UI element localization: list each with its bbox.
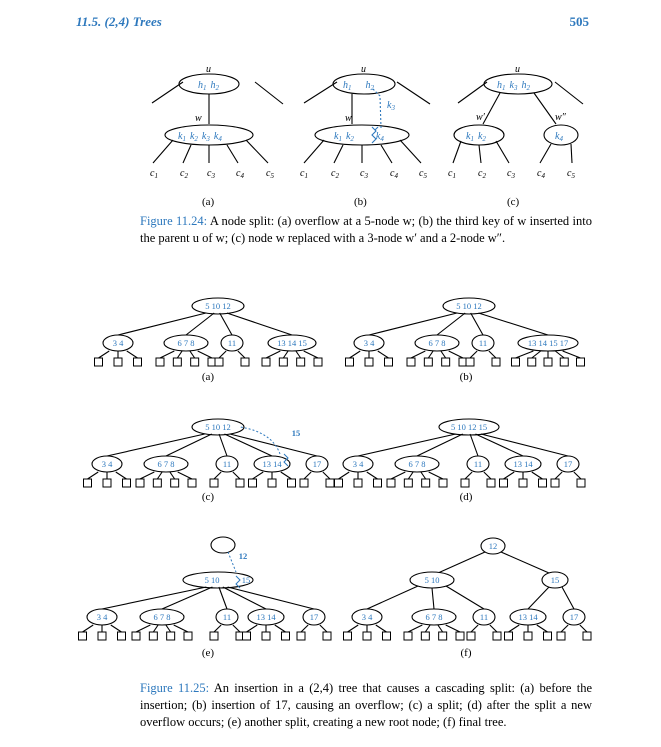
fig25-b-external xyxy=(492,358,500,366)
fig25-a-external xyxy=(114,358,122,366)
fig25-b-external xyxy=(365,358,373,366)
tree-edge xyxy=(174,625,188,632)
fig25-b-external xyxy=(577,358,585,366)
tree-edge xyxy=(88,472,99,479)
fig25-e-leaf-keys: 13 14 xyxy=(256,612,276,622)
fig25-caption xyxy=(140,680,592,731)
fig25-c-external xyxy=(326,479,334,487)
tree-edge xyxy=(178,472,192,479)
tree-edge xyxy=(283,351,288,358)
tree-edge xyxy=(408,472,413,479)
tree-edge xyxy=(470,351,477,358)
fig24-b-k3: $k_3$ xyxy=(387,100,395,112)
fig25-c-external xyxy=(136,479,144,487)
fig25-d-external xyxy=(335,479,343,487)
tree-edge xyxy=(339,472,350,479)
fig25-label-f: (f) xyxy=(460,647,472,659)
tree-edge xyxy=(446,625,460,632)
fig24-c-w1: w′ xyxy=(476,112,485,123)
tree-edge xyxy=(118,313,206,335)
fig24-a-w: w xyxy=(195,113,202,124)
fig25-e-external xyxy=(243,632,251,640)
tree-edge xyxy=(140,472,154,479)
figure-11-25 xyxy=(0,285,661,675)
tree-edge xyxy=(425,625,430,632)
fig24-a-h1: $h_1$ $h_2$ xyxy=(198,80,219,92)
fig25-b-external xyxy=(346,358,354,366)
fig25-e-external xyxy=(98,632,106,640)
tree-edge xyxy=(438,552,485,573)
tree-edge xyxy=(478,313,548,335)
fig24-label-a: (a) xyxy=(202,196,215,208)
tree-edge xyxy=(281,472,292,479)
fig24-child-label: $c_4$ xyxy=(537,168,545,180)
tree-edge xyxy=(580,625,587,632)
fig25-a-external xyxy=(241,358,249,366)
fig25-b-external xyxy=(407,358,415,366)
fig25-e-external xyxy=(297,632,305,640)
fig25-e-promoted: 12 xyxy=(238,551,248,561)
tree-edge xyxy=(230,434,317,456)
fig25-c-external xyxy=(210,479,218,487)
fig25-b-leaf-keys: 11 xyxy=(478,338,488,348)
tree-edge xyxy=(484,472,491,479)
fig24-caption-label: Figure 11.24: xyxy=(140,214,208,228)
tree-edge xyxy=(408,625,422,632)
tree-edge xyxy=(471,313,483,335)
fig25-c-external xyxy=(123,479,131,487)
fig25-a-external xyxy=(262,358,270,366)
fig25-b-leaf-keys: 13 14 15 17 xyxy=(527,338,569,348)
fig25-d-external xyxy=(461,479,469,487)
fig25-f-external xyxy=(544,632,552,640)
tree-edge xyxy=(186,313,214,335)
fig25-d-external xyxy=(500,479,508,487)
fig25-d-external xyxy=(577,479,585,487)
tree-edge xyxy=(532,472,543,479)
fig25-a-external xyxy=(279,358,287,366)
fig25-f-external xyxy=(439,632,447,640)
fig24-b-u: u xyxy=(361,64,366,75)
tree-edge xyxy=(504,472,515,479)
tree-edge xyxy=(223,587,266,609)
fig25-b-external xyxy=(512,358,520,366)
fig25-b-external xyxy=(424,358,432,366)
tree-edge xyxy=(296,351,301,358)
tree-edge xyxy=(266,351,280,358)
fig25-f-external xyxy=(493,632,501,640)
tree-edge xyxy=(116,472,127,479)
fig24-c-keys-top: $h_1$ $k_3$ $h_2$ xyxy=(497,80,530,92)
fig25-d-leaf-keys: 13 14 xyxy=(513,459,533,469)
fig25-d-external xyxy=(487,479,495,487)
tree-edge xyxy=(555,472,562,479)
fig24-child-label: $c_1$ xyxy=(300,168,308,180)
tree-edge xyxy=(177,351,182,358)
fig25-d-leaf-keys: 6 7 8 xyxy=(408,459,426,469)
tree-edge xyxy=(429,472,443,479)
fig24-label-c: (c) xyxy=(507,196,520,208)
fig25-label-b: (b) xyxy=(459,371,473,383)
fig25-d-external xyxy=(354,479,362,487)
fig25-c-leaf-keys: 3 4 xyxy=(101,459,113,469)
tree-edge xyxy=(214,472,221,479)
tree-edge xyxy=(162,587,212,609)
fig25-c-external xyxy=(188,479,196,487)
fig25-c-leaf-keys: 6 7 8 xyxy=(157,459,175,469)
tree-edge xyxy=(449,351,463,358)
fig25-d-external xyxy=(519,479,527,487)
tree-edge xyxy=(227,313,292,335)
fig25-a-external xyxy=(156,358,164,366)
tree-edge xyxy=(136,625,150,632)
tree-edge xyxy=(160,351,174,358)
fig25-f-external xyxy=(404,632,412,640)
tree-edge xyxy=(470,434,478,456)
fig25-c-external xyxy=(84,479,92,487)
fig25-b-root-keys: 5 10 12 xyxy=(456,301,482,311)
fig25-a-leaf-keys: 6 7 8 xyxy=(177,338,195,348)
fig24-c-w2: w″ xyxy=(555,112,566,123)
fig25-b-external xyxy=(385,358,393,366)
tree-edge xyxy=(537,625,548,632)
fig25-e-external xyxy=(167,632,175,640)
fig25-e-external xyxy=(184,632,192,640)
fig24-b-h: $h_1$ $h_2$ xyxy=(343,80,374,92)
fig25-label-a: (a) xyxy=(201,371,215,383)
tree-edge xyxy=(247,625,258,632)
fig25-f-leaf-keys: 3 4 xyxy=(361,612,373,622)
fig25-c-leaf-keys: 13 14 xyxy=(262,459,282,469)
fig24-b-w: w xyxy=(345,113,352,124)
tree-edge xyxy=(501,552,549,573)
fig25-e-external xyxy=(210,632,218,640)
fig25-f-leaf-keys: 13 14 xyxy=(518,612,538,622)
fig24-c-u: u xyxy=(515,64,520,75)
fig25-c-external xyxy=(171,479,179,487)
fig25-f-external xyxy=(467,632,475,640)
fig25-f-mid-left-keys: 5 10 xyxy=(424,575,440,585)
tree-edge xyxy=(111,625,122,632)
fig25-b-external xyxy=(560,358,568,366)
tree-edge xyxy=(471,625,478,632)
fig25-a-external xyxy=(191,358,199,366)
fig25-a-external xyxy=(297,358,305,366)
tree-edge xyxy=(238,351,245,358)
fig25-e-new-root xyxy=(211,537,235,553)
fig25-c-external xyxy=(300,479,308,487)
fig25-b-external xyxy=(442,358,450,366)
fig25-c-promoted: 15 xyxy=(291,428,301,438)
fig25-f-external xyxy=(344,632,352,640)
fig25-a-external xyxy=(314,358,322,366)
fig25-e-root-keys: 5 10 xyxy=(204,575,220,585)
tree-edge xyxy=(438,625,443,632)
fig25-d-external xyxy=(374,479,382,487)
tree-edge xyxy=(127,351,138,358)
tree-edge xyxy=(428,351,433,358)
fig25-e-external xyxy=(282,632,290,640)
fig24-child-label: $c_4$ xyxy=(390,168,398,180)
fig24-child-label: $c_5$ xyxy=(567,168,575,180)
tree-edge xyxy=(532,351,541,358)
tree-edge xyxy=(376,625,387,632)
fig25-f-external xyxy=(456,632,464,640)
fig25-d-external xyxy=(539,479,547,487)
tree-edge xyxy=(475,434,523,456)
tree-edge xyxy=(233,625,240,632)
fig24-a-keys: $k_1$ $k_2$ $k_3$ $k_4$ xyxy=(178,131,222,143)
figure-11-24 xyxy=(0,55,661,215)
fig24-child-label: $c_5$ xyxy=(266,168,274,180)
fig25-e-external xyxy=(132,632,140,640)
fig25-b-external xyxy=(544,358,552,366)
tree-edge xyxy=(190,351,195,358)
tree-edge xyxy=(490,625,497,632)
fig25-f-leaf-keys: 17 xyxy=(569,612,579,622)
tree-edge xyxy=(233,472,240,479)
fig24-child-label: $c_3$ xyxy=(207,168,215,180)
fig25-e-root-right: 15 xyxy=(241,575,251,585)
tree-edge xyxy=(153,625,158,632)
tree-edge xyxy=(574,472,581,479)
fig25-c-external xyxy=(153,479,161,487)
fig25-d-external xyxy=(422,479,430,487)
fig25-label-e: (e) xyxy=(201,647,215,659)
tree-edge xyxy=(214,625,221,632)
fig24-child-label: $c_2$ xyxy=(478,168,486,180)
fig25-f-external xyxy=(524,632,532,640)
tree-edge xyxy=(446,586,484,609)
fig25-e-external xyxy=(262,632,270,640)
fig25-e-external xyxy=(79,632,87,640)
fig25-f-external xyxy=(557,632,565,640)
fig24-child-label: $c_3$ xyxy=(360,168,368,180)
fig25-b-external xyxy=(466,358,474,366)
fig24-caption-text: A node split: (a) overflow at a 5-node w; (b) the third key of w inserted into the parent u of w; (c) node w replaced with a 3-node w′ and a 2-node w″. xyxy=(140,214,592,245)
fig25-c-external xyxy=(249,479,257,487)
tree-edge xyxy=(369,313,457,335)
fig24-child-label: $c_4$ xyxy=(236,168,244,180)
fig24-child-label: $c_1$ xyxy=(150,168,158,180)
fig25-a-external xyxy=(215,358,223,366)
fig25-a-external xyxy=(134,358,142,366)
fig25-caption-text: An insertion in a (2,4) tree that causes a cascading split: (a) before the insertion; (b) insertion of 17, causing an overflow; (c) a split; (d) after the split a new overflow occurs; (e) another split, creating a new root node; (f) final tree. xyxy=(140,681,592,729)
tree-edge xyxy=(228,587,314,609)
tree-edge xyxy=(378,351,389,358)
tree-edge xyxy=(481,434,568,456)
tree-edge xyxy=(220,313,232,335)
fig25-c-leaf-keys: 11 xyxy=(222,459,232,469)
fig24-child-label: $c_1$ xyxy=(448,168,456,180)
tree-edge xyxy=(437,313,465,335)
fig25-e-external xyxy=(118,632,126,640)
fig25-e-leaf-keys: 6 7 8 xyxy=(153,612,171,622)
fig25-f-external xyxy=(383,632,391,640)
fig24-child-label: $c_3$ xyxy=(507,168,515,180)
fig25-d-root-keys: 5 10 12 15 xyxy=(450,422,488,432)
tree-edge xyxy=(348,625,359,632)
tree-edge xyxy=(562,587,574,609)
fig25-e-leaf-keys: 3 4 xyxy=(96,612,108,622)
tree-edge xyxy=(563,351,581,358)
fig25-d-external xyxy=(404,479,412,487)
fig24-child-label: $c_2$ xyxy=(331,168,339,180)
fig25-c-external xyxy=(103,479,111,487)
fig25-f-leaf-keys: 11 xyxy=(479,612,489,622)
tree-edge xyxy=(441,351,446,358)
fig25-caption-label: Figure 11.25: xyxy=(140,681,210,695)
tree-edge xyxy=(323,472,330,479)
fig24-b-keys: $k_1$ $k_2$ $k_4$ xyxy=(334,131,384,143)
fig25-f-external xyxy=(363,632,371,640)
tree-edge xyxy=(561,625,568,632)
tree-edge xyxy=(528,587,549,609)
tree-edge xyxy=(224,434,272,456)
fig24-label-b: (b) xyxy=(354,196,367,208)
fig25-b-leaf-keys: 6 7 8 xyxy=(428,338,446,348)
fig24-a-u: u xyxy=(206,64,211,75)
fig25-e-external xyxy=(149,632,157,640)
tree-edge xyxy=(509,625,520,632)
fig25-b-leaf-keys: 3 4 xyxy=(363,338,375,348)
tree-edge xyxy=(432,588,434,609)
fig24-caption xyxy=(140,213,592,247)
fig25-a-root-keys: 5 10 12 xyxy=(205,301,231,311)
tree-edge xyxy=(465,472,472,479)
tree-edge xyxy=(367,472,378,479)
promote-path xyxy=(228,552,236,572)
tree-edge xyxy=(320,625,327,632)
page-number: 505 xyxy=(569,14,589,29)
tree-edge xyxy=(170,472,175,479)
fig25-label-c: (c) xyxy=(201,491,215,503)
fig25-e-leaf-keys: 17 xyxy=(309,612,319,622)
fig25-b-external xyxy=(528,358,536,366)
fig25-a-external xyxy=(173,358,181,366)
fig25-d-external xyxy=(439,479,447,487)
tree-edge xyxy=(275,625,286,632)
tree-edge xyxy=(157,472,162,479)
tree-edge xyxy=(166,625,171,632)
tree-edge xyxy=(555,351,564,358)
fig24-child-label: $c_2$ xyxy=(180,168,188,180)
tree-edge xyxy=(391,472,405,479)
fig24-c-right-key: $k_4$ xyxy=(555,131,563,143)
fig25-a-leaf-keys: 3 4 xyxy=(112,338,124,348)
tree-edge xyxy=(411,351,425,358)
fig25-d-external xyxy=(551,479,559,487)
fig25-f-mid-right-keys: 15 xyxy=(550,575,560,585)
tree-edge xyxy=(102,587,206,609)
fig25-a-external xyxy=(95,358,103,366)
fig25-f-external xyxy=(421,632,429,640)
tree-edge xyxy=(253,472,264,479)
tree-edge xyxy=(304,351,318,358)
fig25-d-leaf-keys: 17 xyxy=(563,459,573,469)
fig25-d-external xyxy=(387,479,395,487)
fig25-label-d: (d) xyxy=(459,491,473,503)
tree-edge xyxy=(198,351,212,358)
tree-edge xyxy=(301,625,308,632)
fig24-children xyxy=(150,168,575,180)
tree-edge xyxy=(489,351,496,358)
fig25-c-external xyxy=(236,479,244,487)
fig25-f-leaf-keys: 6 7 8 xyxy=(425,612,443,622)
section-header: 11.5. (2,4) Trees xyxy=(76,14,162,29)
fig25-e-external xyxy=(323,632,331,640)
fig25-d-leaf-keys: 3 4 xyxy=(352,459,364,469)
tree-edge xyxy=(219,587,227,609)
tree-edge xyxy=(516,351,534,358)
tree-edge xyxy=(304,472,311,479)
fig24-c-left-keys: $k_1$ $k_2$ xyxy=(466,131,486,143)
tree-edge xyxy=(83,625,94,632)
fig25-e-leaf-keys: 11 xyxy=(222,612,232,622)
fig25-f-external xyxy=(505,632,513,640)
fig25-c-root-keys: 5 10 12 xyxy=(205,422,231,432)
fig25-c-external xyxy=(288,479,296,487)
fig25-c-external xyxy=(268,479,276,487)
tree-edge xyxy=(421,472,426,479)
tree-edge xyxy=(367,586,418,609)
fig25-f-top-keys: 12 xyxy=(488,541,498,551)
fig25-c-leaf-keys: 17 xyxy=(312,459,322,469)
tree-edge xyxy=(99,351,110,358)
tree-edge xyxy=(219,351,226,358)
fig25-f-external xyxy=(583,632,591,640)
fig25-d-leaf-keys: 11 xyxy=(473,459,483,469)
fig24-child-label: $c_5$ xyxy=(419,168,427,180)
tree-edge xyxy=(219,434,227,456)
fig25-a-leaf-keys: 13 14 15 xyxy=(277,338,307,348)
fig25-a-leaf-keys: 11 xyxy=(227,338,237,348)
tree-edge xyxy=(350,351,361,358)
